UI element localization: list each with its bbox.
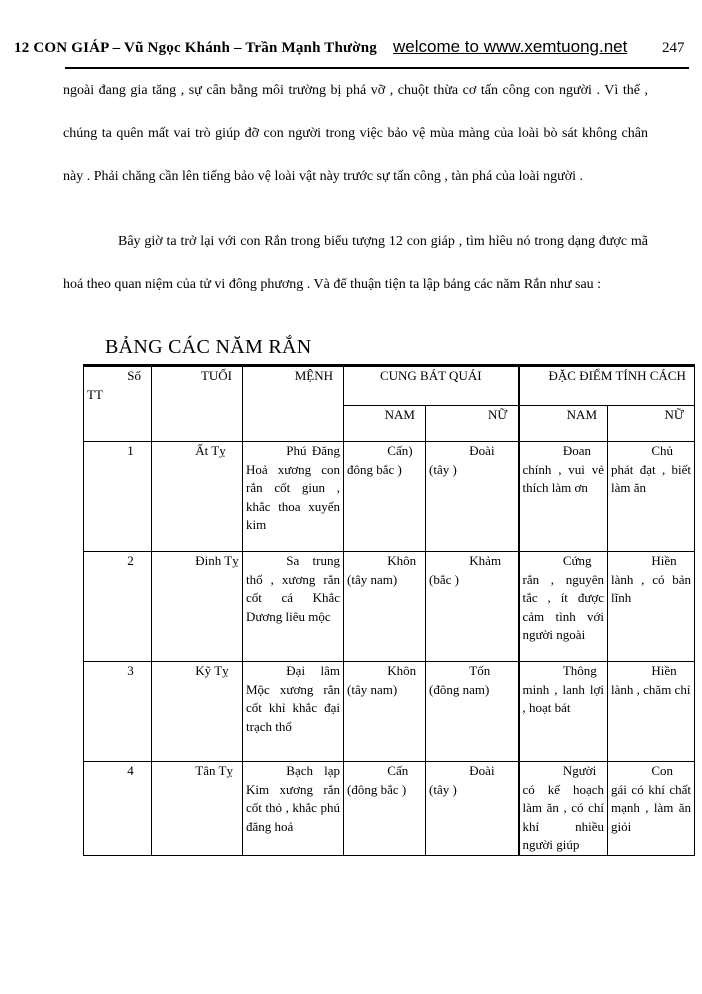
table-row [84,442,695,552]
col-header-cung-nu: NỮ [426,406,519,442]
cell-tuoi: Kỹ Tỵ [152,662,243,762]
snake-years-table [83,364,695,856]
cell-cung-nu: Tốn (đông nam) [426,662,519,762]
cell-stt: 4 [84,762,152,856]
cell-tuoi: Tân Tỵ [152,762,243,856]
page-number: 247 [662,40,685,56]
header-book-title: 12 CON GIÁP – Vũ Ngọc Khánh – Trần Mạnh Thường [14,40,377,56]
cell-dd-nam: Cứng rắn , nguyên tắc , ít được cảm tình với người ngoài [519,552,608,662]
cell-dd-nu: Hiền lành , chăm chỉ [608,662,695,762]
cell-dd-nu: Chủ phát đạt , biết làm ăn [608,442,695,552]
cell-stt: 3 [84,662,152,762]
header-website-link[interactable]: welcome to www.xemtuong.net [393,37,628,56]
col-header-dac-diem-tinh-cach: ĐẶC ĐIỂM TÍNH CÁCH [519,366,695,406]
col-header-menh: MỆNH [243,366,344,442]
cell-dd-nu: Hiền lành , có bản lĩnh [608,552,695,662]
cell-menh: Đại lâm Mộc xương rắn cốt khỉ khắc đại trạch thổ [243,662,344,762]
cell-cung-nu: Đoài (tây ) [426,762,519,856]
cell-stt: 2 [84,552,152,662]
table-row [84,762,695,856]
table-heading: BẢNG CÁC NĂM RẮN [105,336,312,358]
cell-dd-nam: Đoan chính , vui vẻ thích làm ơn [519,442,608,552]
cell-tuoi: Ất Tỵ [152,442,243,552]
cell-dd-nam: Người có kế hoạch làm ăn , có chí khí nhiều người giúp [519,762,608,856]
table-header-row-1 [84,366,695,406]
table-row [84,662,695,762]
col-header-cung-bat-quai: CUNG BÁT QUÁI [344,366,519,406]
cell-cung-nam: Cấn (đông bắc ) [344,762,426,856]
cell-menh: Phú Đăng Hoả xương con rắn cốt giun , khắc thoa xuyến kim [243,442,344,552]
cell-cung-nam: Cấn) đông bắc ) [344,442,426,552]
body-paragraph-1: ngoài đang gia tăng , sự cân bằng môi trường bị phá vỡ , chuột thừa cơ tấn công con người . Vì thế , chúng ta quên mất vai trò giúp đỡ con người trong việc bảo vệ mùa màng của loài bò sát không chân này . Phải chăng cần lên tiếng bảo vệ loài vật này trước sự tấn công , tàn phá của loài người . [63,83,648,184]
table-row [84,552,695,662]
col-header-dd-nu: NỮ [608,406,695,442]
cell-stt: 1 [84,442,152,552]
cell-menh: Bạch lạp Kim xương rắn cốt thỏ , khắc phú đăng hoả [243,762,344,856]
cell-cung-nu: Đoài (tây ) [426,442,519,552]
cell-cung-nam: Khôn (tây nam) [344,552,426,662]
cell-dd-nu: Con gái có khí chất mạnh , làm ăn giỏi [608,762,695,856]
cell-tuoi: Đinh Tỵ [152,552,243,662]
cell-menh: Sa trung thổ , xương rắn cốt cá Khắc Dương liêu mộc [243,552,344,662]
body-paragraph-2: Bây giờ ta trở lại với con Rắn trong biểu tượng 12 con giáp , tìm hỉêu nó trong dạng được mã hoá theo quan niệm của tử vi đông phương . Và để thuận tiện ta lập bảng các năm Rắn như sau : [63,234,648,292]
col-header-cung-nam: NAM [344,406,426,442]
cell-cung-nu: Khảm (bắc ) [426,552,519,662]
col-header-dd-nam: NAM [519,406,608,442]
cell-dd-nam: Thông minh , lanh lợi , hoạt bát [519,662,608,762]
cell-cung-nam: Khôn (tây nam) [344,662,426,762]
col-header-stt: Số TT [84,366,152,442]
col-header-tuoi: TUỔI [152,366,243,442]
